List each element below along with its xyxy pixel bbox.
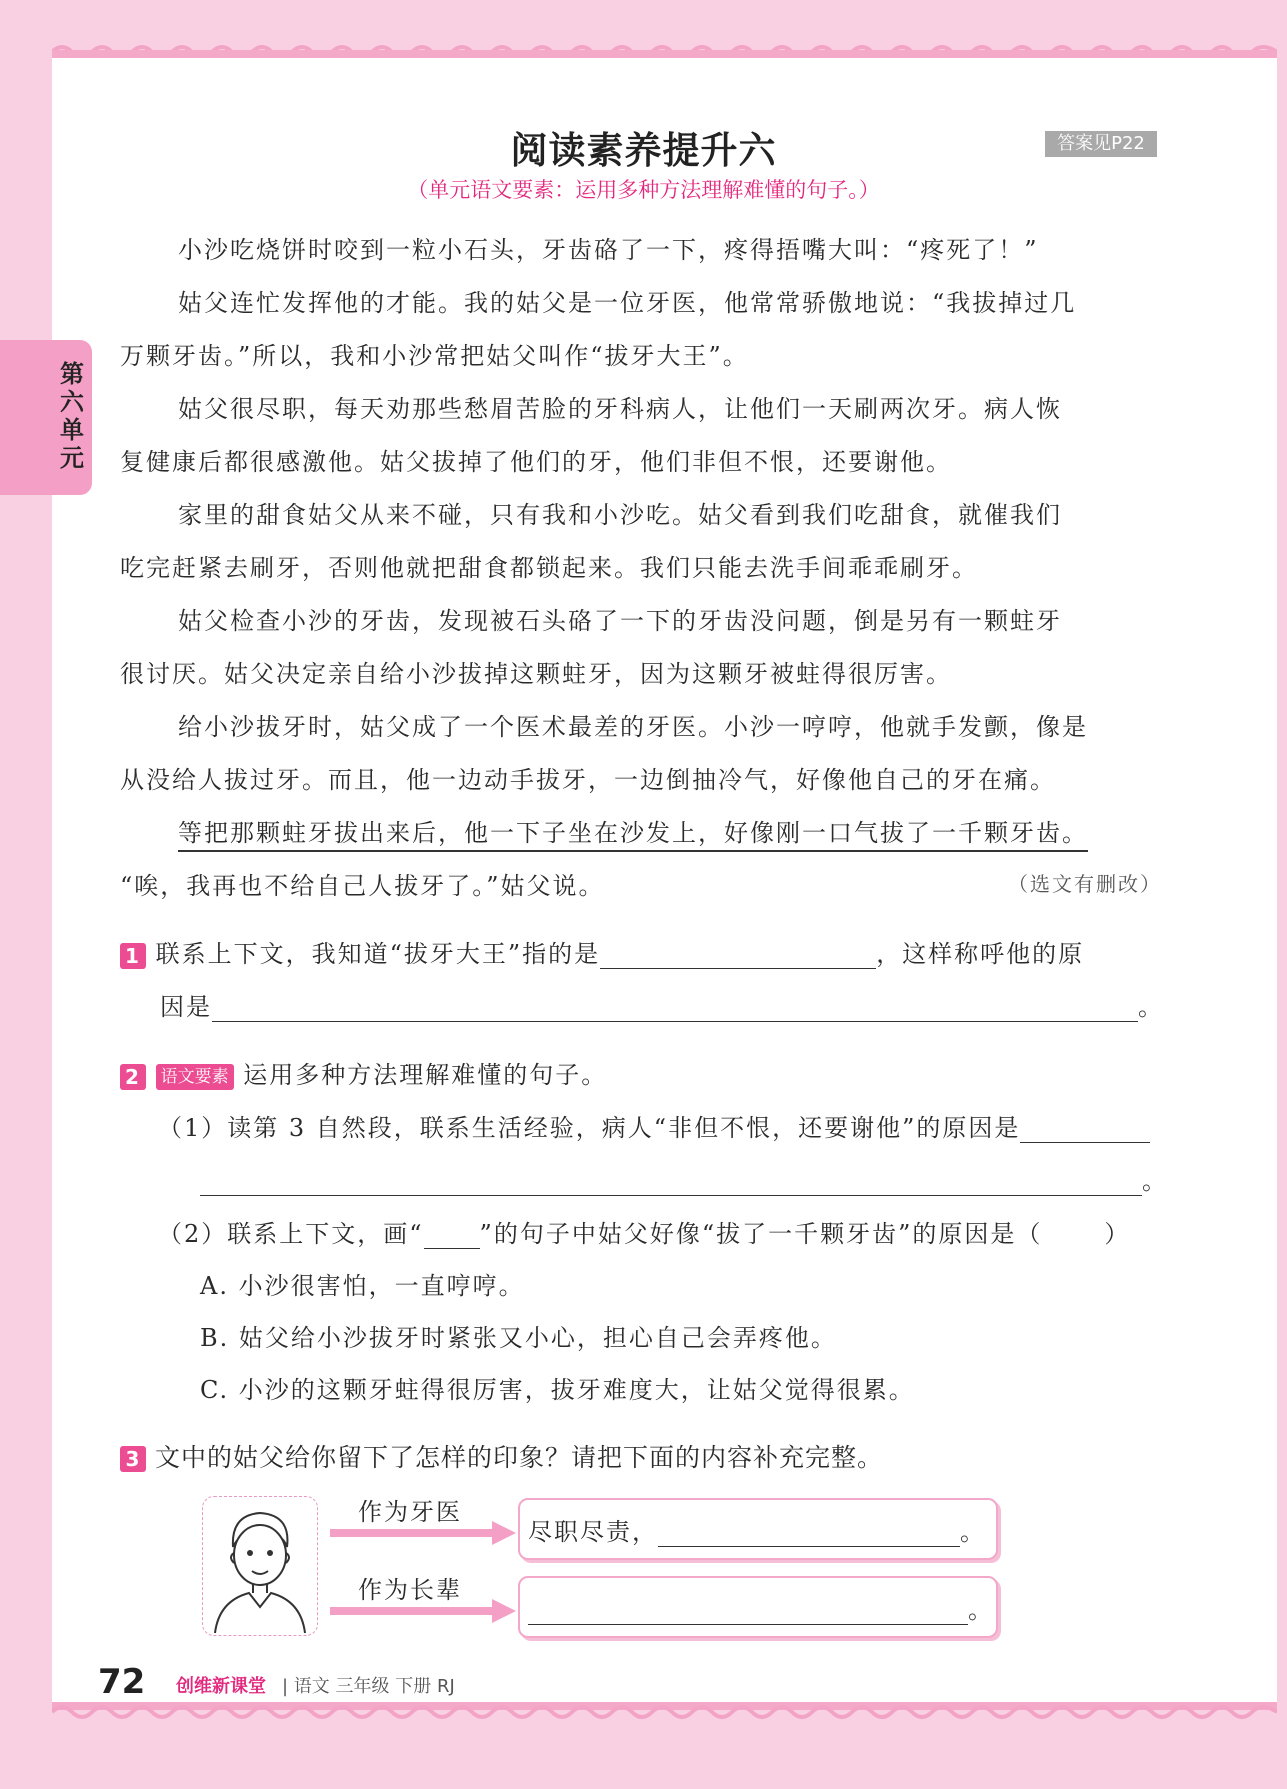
passage-line: 姑父检查小沙的牙齿，发现被石头硌了一下的牙齿没问题，倒是另有一颗蛀牙 (178, 607, 1062, 635)
answer-blank[interactable] (528, 1598, 968, 1625)
period: 。 (1142, 1167, 1168, 1195)
answer-box-content (528, 1590, 994, 1625)
question-2 (120, 1055, 607, 1090)
close-paren: ） (1104, 1220, 1131, 1248)
language-element-tag: 语文要素 (156, 1064, 234, 1090)
answer-blank[interactable] (1020, 1116, 1150, 1143)
passage-line: 很讨厌。姑父决定亲自给小沙拔掉这颗蛀牙，因为这颗牙被蛀得很厉害。 (120, 660, 952, 688)
passage-line: 万颗牙齿。”所以，我和小沙常把姑父叫作“拔牙大王”。 (120, 342, 749, 370)
underline-sample (424, 1222, 480, 1249)
passage-line: “唉，我再也不给自己人拔牙了。”姑父说。 (120, 872, 605, 900)
option-b[interactable]: B. 姑父给小沙拔牙时紧张又小心，担心自己会弄疼他。 (200, 1324, 837, 1352)
page-title: 阅读素养提升六 (510, 129, 777, 172)
question-2-sub-1 (158, 1108, 1150, 1143)
uncle-portrait-icon (203, 1497, 317, 1635)
question-1-text: 联系上下文，我知道“拔牙大王”指的是 (155, 940, 601, 968)
sub-question-text-2: ”的句子中姑父好像“拔了一千颗牙齿”的原因是（ (479, 1220, 1043, 1248)
arrow-right-icon (330, 1598, 516, 1624)
page-number: 72 (98, 1662, 146, 1702)
period: 。 (960, 1518, 986, 1546)
answer-blank[interactable] (212, 995, 1138, 1022)
sub-question-text: （2）联系上下文，画“ (158, 1220, 424, 1248)
answer-box-content (528, 1512, 986, 1547)
answer-blank[interactable] (600, 942, 876, 969)
question-1-text-3: 因是 (160, 993, 212, 1021)
role-label-dentist: 作为牙医 (358, 1498, 462, 1526)
passage-line: 从没给人拔过牙。而且，他一边动手拔牙，一边倒抽冷气，好像他自己的牙在痛。 (120, 766, 1056, 794)
question-number-badge: 2 (120, 1064, 146, 1090)
question-3-text: 文中的姑父给你留下了怎样的印象？请把下面的内容补充完整。 (154, 1443, 883, 1472)
brand-name: 创维新课堂 (176, 1676, 266, 1697)
portrait-frame (202, 1496, 318, 1636)
bottom-wave-border (52, 1702, 1277, 1722)
period: 。 (1138, 993, 1164, 1021)
book-info: | 语文 三年级 下册 RJ (282, 1676, 455, 1697)
source-note: （选文有删改） (1008, 872, 1162, 896)
question-1 (120, 934, 1084, 969)
unit-label: 第六单元 (60, 360, 84, 472)
option-c[interactable]: C. 小沙的这颗牙蛀得很厉害，拔牙难度大，让姑父觉得很累。 (200, 1376, 915, 1404)
passage-line: 给小沙拔牙时，姑父成了一个医术最差的牙医。小沙一哼哼，他就手发颤，像是 (178, 713, 1088, 741)
question-2-sub-2 (158, 1214, 1130, 1249)
passage-line: 姑父很尽职，每天劝那些愁眉苦脸的牙科病人，让他们一天刷两次牙。病人恢 (178, 395, 1062, 423)
passage-line: 吃完赶紧去刷牙，否则他就把甜食都锁起来。我们只能去洗手间乖乖刷牙。 (120, 554, 978, 582)
passage-line: 姑父连忙发挥他的才能。我的姑父是一位牙医，他常常骄傲地说：“我拔掉过几 (178, 289, 1077, 317)
answer-blank[interactable] (658, 1520, 960, 1547)
answer-prefix: 尽职尽责， (528, 1518, 658, 1546)
passage-line: 家里的甜食姑父从来不碰，只有我和小沙吃。姑父看到我们吃甜食，就催我们 (178, 501, 1062, 529)
question-number-badge: 1 (120, 943, 146, 969)
arrow-right-icon (330, 1520, 516, 1546)
question-3 (120, 1438, 883, 1474)
underlined-sentence: 等把那颗蛀牙拔出来后，他一下子坐在沙发上，好像刚一口气拔了一千颗牙齿。 (178, 813, 1088, 852)
answer-box-dentist (518, 1498, 998, 1560)
question-1-line-2 (160, 987, 1164, 1022)
unit-element-subtitle: （单元语文要素：运用多种方法理解难懂的句子。） (407, 178, 880, 202)
passage-line: 复健康后都很感激他。姑父拔掉了他们的牙，他们非但不恨，还要谢他。 (120, 448, 952, 476)
option-a[interactable]: A. 小沙很害怕，一直哼哼。 (200, 1272, 525, 1300)
answer-box-elder (518, 1576, 998, 1638)
period: 。 (968, 1596, 994, 1624)
sub-question-text: （1）读第 3 自然段，联系生活经验，病人“非但不恨，还要谢他”的原因是 (158, 1114, 1021, 1142)
question-2-sub-1-line-2 (200, 1161, 1168, 1196)
answer-blank[interactable] (200, 1169, 1142, 1196)
question-1-text-2: ，这样称呼他的原 (876, 940, 1085, 968)
question-number-badge: 3 (120, 1446, 146, 1472)
role-label-elder: 作为长辈 (358, 1576, 462, 1604)
question-2-text: 运用多种方法理解难懂的句子。 (243, 1061, 608, 1089)
passage-line: 小沙吃烧饼时咬到一粒小石头，牙齿硌了一下，疼得捂嘴大叫：“疼死了！” (178, 236, 1039, 264)
answer-reference-badge: 答案见P22 (1045, 131, 1157, 157)
